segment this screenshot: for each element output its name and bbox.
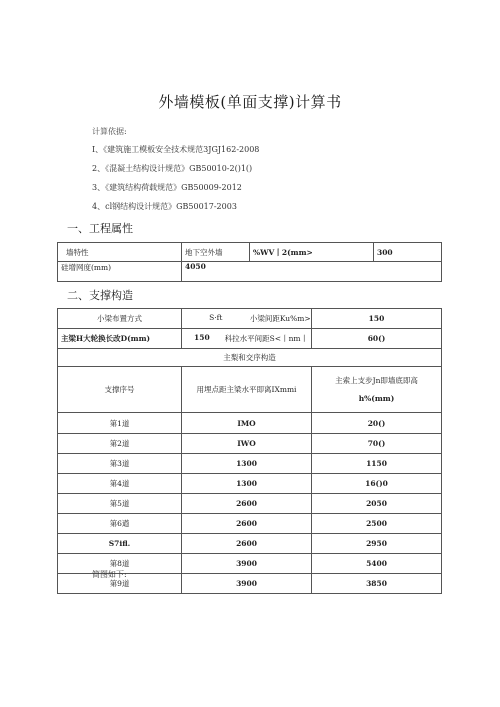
table-row: 第4道 1300 16()0 bbox=[58, 474, 442, 494]
table-row: 第2道 IWO 70() bbox=[58, 434, 442, 454]
main-beam-length-label: 主梁H大轮换长改D(mm) bbox=[58, 329, 182, 349]
basis-item-4: 4、cl钢结构设计规范》GB50017-2003 bbox=[92, 202, 237, 211]
table-row bbox=[58, 309, 442, 329]
tie-spacing-value: 60() bbox=[312, 329, 442, 349]
wall-thickness-label: %WV丨2(mm> bbox=[250, 243, 374, 262]
basis-item-3: 3、《建筑结构荷载规范》GB50009-2012 bbox=[92, 183, 242, 192]
basis-item-1: I、《建筑施工模板安全技术规范3JGJ162-2008 bbox=[92, 145, 260, 154]
table-row: 第5道 2600 2050 bbox=[58, 494, 442, 514]
basis-label: 计算依据: bbox=[92, 127, 127, 136]
table-row bbox=[58, 243, 442, 262]
table-row: S7ifl. 2600 2950 bbox=[58, 534, 442, 554]
wall-thickness-value: 300 bbox=[374, 243, 442, 262]
table-header-row bbox=[58, 367, 442, 413]
table-row: 第9道 3900 3850 bbox=[58, 574, 442, 594]
col-header-seq: 支撑序号 bbox=[58, 367, 182, 413]
tie-spacing-label: 科拉水平间距S<丨nm丨 bbox=[224, 334, 309, 343]
main-beam-subheading: 主梨和交序构造 bbox=[58, 349, 442, 367]
joist-layout-label: 小梁布置方式 bbox=[58, 309, 182, 329]
table-row: 第8道 3900 5400 bbox=[58, 554, 442, 574]
support-structure-table bbox=[57, 308, 442, 594]
table-row bbox=[58, 329, 442, 349]
table-row bbox=[58, 349, 442, 367]
wall-height-value: 4050 bbox=[182, 262, 442, 282]
col-header-distance: 用埋点距主梁水平即离IXmmi bbox=[182, 367, 312, 413]
basis-item-2: 2、《混凝土结构设计规范》GB50010-2()1() bbox=[92, 164, 253, 173]
joist-spacing-value: 150 bbox=[312, 309, 442, 329]
table-row: 第1道 IMO 20() bbox=[58, 413, 442, 434]
main-beam-length-value: 150 bbox=[194, 333, 210, 342]
document-title: 外墙模板(单面支撑)计算书 bbox=[158, 93, 342, 111]
wall-height-label: 硅增网度(mm) bbox=[58, 262, 182, 282]
table-row: 第6遒 2600 2500 bbox=[58, 514, 442, 534]
col-header-height: 主索上支步Jn即墙底即高 h%(mm) bbox=[312, 367, 442, 413]
wall-type-label: 墙特性 bbox=[58, 243, 182, 262]
basis-list bbox=[92, 144, 259, 220]
project-properties-table bbox=[57, 242, 442, 282]
section-heading-project: 一、工程属性 bbox=[67, 222, 133, 235]
diagram-caption: 简图如下: bbox=[92, 570, 127, 579]
table-row bbox=[58, 262, 442, 282]
joist-layout-value: S·ft bbox=[209, 313, 223, 322]
section-heading-support: 二、支撑构造 bbox=[67, 289, 133, 302]
wall-type-value: 地下空外墙 bbox=[182, 243, 250, 262]
table-row: 第3道 1300 1150 bbox=[58, 454, 442, 474]
joist-spacing-label: 小梁间距Ku%m> bbox=[249, 314, 311, 323]
